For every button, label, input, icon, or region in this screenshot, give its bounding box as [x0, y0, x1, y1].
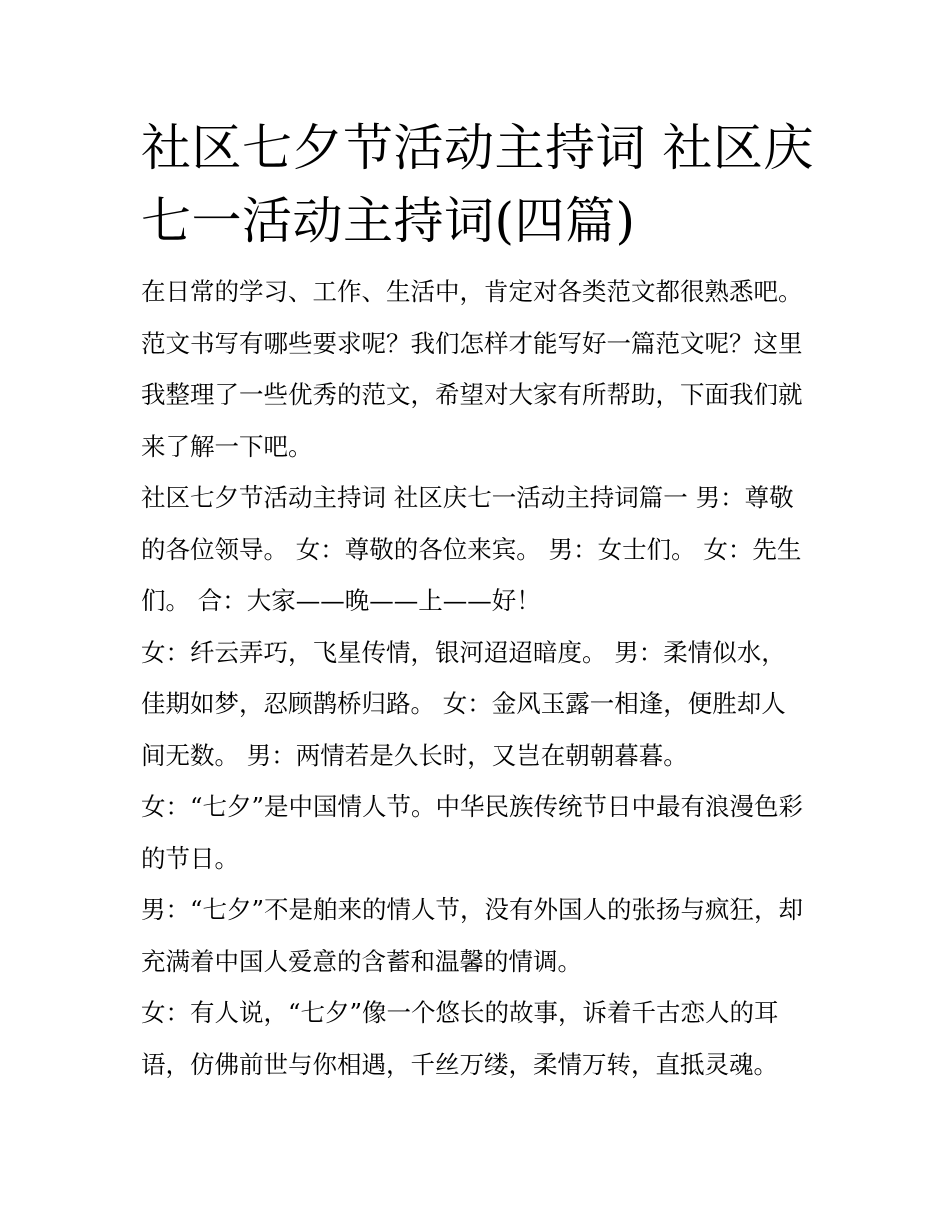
greeting-paragraph [141, 472, 813, 627]
text-line: 范文书写有哪些要求呢？我们怎样才能写好一篇范文呢？这里 [141, 328, 803, 358]
title-line: 社区七夕节活动主持词 社区庆 [141, 119, 814, 177]
text-line: 的各位领导。 女：尊敬的各位来宾。 男：女士们。 女：先生 [141, 534, 802, 564]
text-line: 的节日。 [141, 843, 239, 873]
dialogue-paragraph [141, 781, 813, 884]
text-line: 社区七夕节活动主持词 社区庆七一活动主持词篇一 男：尊敬 [141, 483, 794, 512]
text-line: 我整理了一些优秀的范文，希望对大家有所帮助，下面我们就 [141, 380, 803, 409]
text-line: 女：纤云弄巧，飞星传情，银河迢迢暗度。 男：柔情似水， [141, 637, 786, 667]
dialogue-paragraph [141, 884, 813, 987]
document-title [141, 112, 813, 258]
text-line: 在日常的学习、工作、生活中，肯定对各类范文都很熟悉吧。 [141, 277, 803, 306]
text-line: 们。 合：大家——晚——上——好！ [141, 586, 541, 615]
text-line: 语，仿佛前世与你相遇，千丝万缕，柔情万转，直抵灵魂。 [141, 1049, 778, 1079]
text-line: 女：有人说，“七夕”像一个悠长的故事，诉着千古恋人的耳 [141, 998, 779, 1027]
dialogue-paragraph [141, 987, 813, 1090]
poem-paragraph [141, 627, 813, 782]
title-line: 七一活动主持词(四篇) [141, 192, 636, 250]
intro-paragraph [141, 266, 813, 472]
text-line: 间无数。 男：两情若是久长时，又岂在朝朝暮暮。 [141, 740, 688, 770]
text-line: 佳期如梦，忍顾鹊桥归路。 女：金风玉露一相逢，便胜却人 [141, 689, 786, 718]
text-line: 女：“七夕”是中国情人节。中华民族传统节日中最有浪漫色彩 [141, 792, 804, 821]
text-line: 充满着中国人爱意的含蓄和温馨的情调。 [141, 946, 582, 976]
text-line: 来了解一下吧。 [141, 431, 313, 461]
document-body [141, 112, 813, 1090]
text-line: 男：“七夕”不是舶来的情人节，没有外国人的张扬与疯狂，却 [141, 895, 804, 924]
